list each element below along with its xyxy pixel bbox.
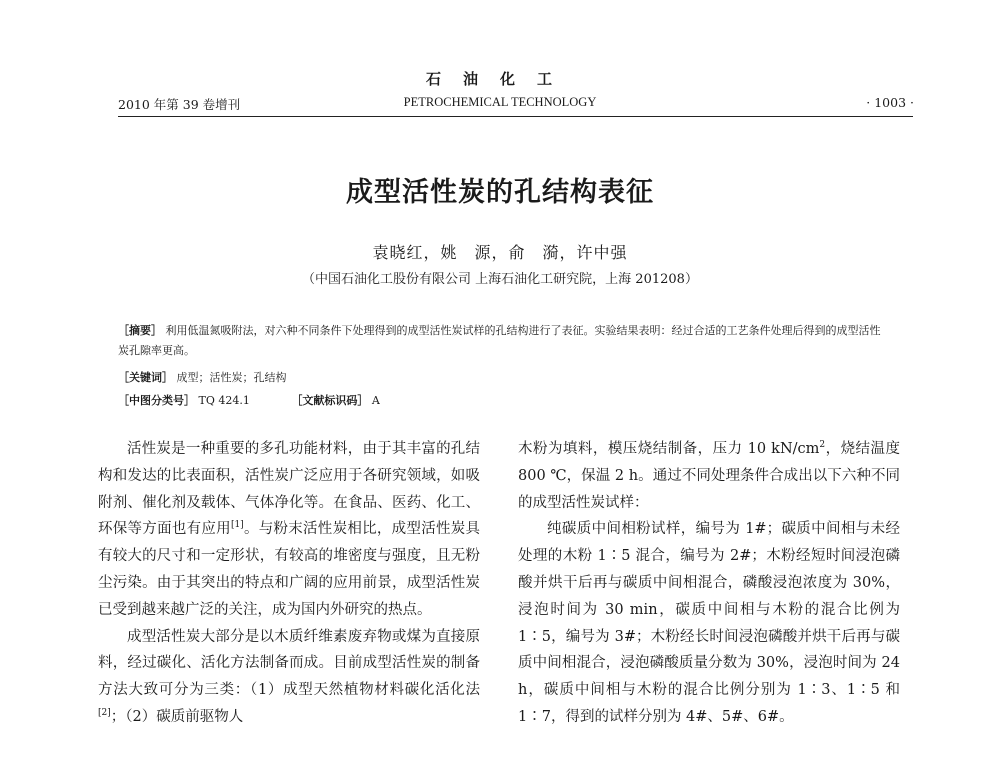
superscript: 2 xyxy=(819,440,826,451)
header-divider xyxy=(118,116,913,117)
clc-value: TQ 424.1 xyxy=(198,394,250,407)
body-column-right xyxy=(518,436,900,731)
paragraph: 纯碳质中间相粉试样，编号为 1#；碳质中间相与未经处理的木粉 1∶5 混合，编号为 2#；木粉经短时间浸泡磷酸并烘干后再与碳质中间相混合，磷酸浸泡浓度为 30%，浸泡时间为 30 min，碳质中间相与木粉的混合比例为 1∶5，编号为 3#；木粉经长时间浸泡磷酸并烘干后再与碳质中间相混合，浸泡磷酸质量分数为 30%，浸泡时间为 24 h，碳质中间相与木粉的混合比例分别为 1∶3、1∶5 和 1∶7，得到的试样分别为 4#、5#、6#。 xyxy=(518,521,900,725)
keywords-text: 成型；活性炭；孔结构 xyxy=(176,371,287,384)
keywords-label: ［关键词］ xyxy=(118,371,173,384)
citation: [1] xyxy=(230,520,244,531)
issue-info: 2010 年第 39 卷增刊 xyxy=(118,97,241,112)
article-title: 成型活性炭的孔结构表征 xyxy=(346,177,654,208)
classification-line xyxy=(118,391,888,411)
abstract-text: 利用低温氮吸附法，对六种不同条件下处理得到的成型活性炭试样的孔结构进行了表征。实验结果表明：经过合适的工艺条件处理后得到的成型活性炭孔隙率更高。 xyxy=(118,324,881,357)
paragraph: 成型活性炭大部分是以木质纤维素废弃物或煤为直接原料，经过碳化、活化方法制备而成。目前成型活性炭的制备方法大致可分为三类：（1）成型天然植物材料碳化活化法[2]；（2）碳质前驱物人 xyxy=(98,628,480,725)
clc-label: ［中图分类号］ xyxy=(118,394,195,407)
abstract-label: ［摘要］ xyxy=(118,324,162,337)
paragraph: 活性炭是一种重要的多孔功能材料，由于其丰富的孔结构和发达的比表面积，活性炭广泛应用于各研究领域，如吸附剂、催化剂及载体、气体净化等。在食品、医药、化工、环保等方面也有应用[1]。与粉末活性炭相比，成型活性炭具有较大的尺寸和一定形状，有较高的堆密度与强度，且无粉尘污染。由于其突出的特点和广阔的应用前景，成型活性炭已受到越来越广泛的关注，成为国内外研究的热点。 xyxy=(98,441,481,618)
document-code-value: A xyxy=(371,394,380,407)
journal-name-cn: 石油化工 xyxy=(425,70,574,88)
page-number: · 1003 · xyxy=(866,95,914,110)
citation: [2] xyxy=(98,708,111,719)
paragraph: 木粉为填料，模压烧结制备，压力 10 $kN/cm^2$，烧结温度 800 ℃，保温 2 h。通过不同处理条件合成出以下六种不同的成型活性炭试样： xyxy=(518,440,900,511)
author-affiliation: （中国石油化工股份有限公司 上海石油化工研究院，上海 201208） xyxy=(302,272,698,287)
abstract xyxy=(118,321,888,361)
document-code-label: ［文献标识码］ xyxy=(291,394,369,407)
journal-name-en: PETROCHEMICAL TECHNOLOGY xyxy=(403,95,597,109)
keywords xyxy=(118,368,888,388)
body-column-left xyxy=(98,436,480,731)
author-list: 袁晓红，姚 源，俞 漪，许中强 xyxy=(372,243,628,262)
